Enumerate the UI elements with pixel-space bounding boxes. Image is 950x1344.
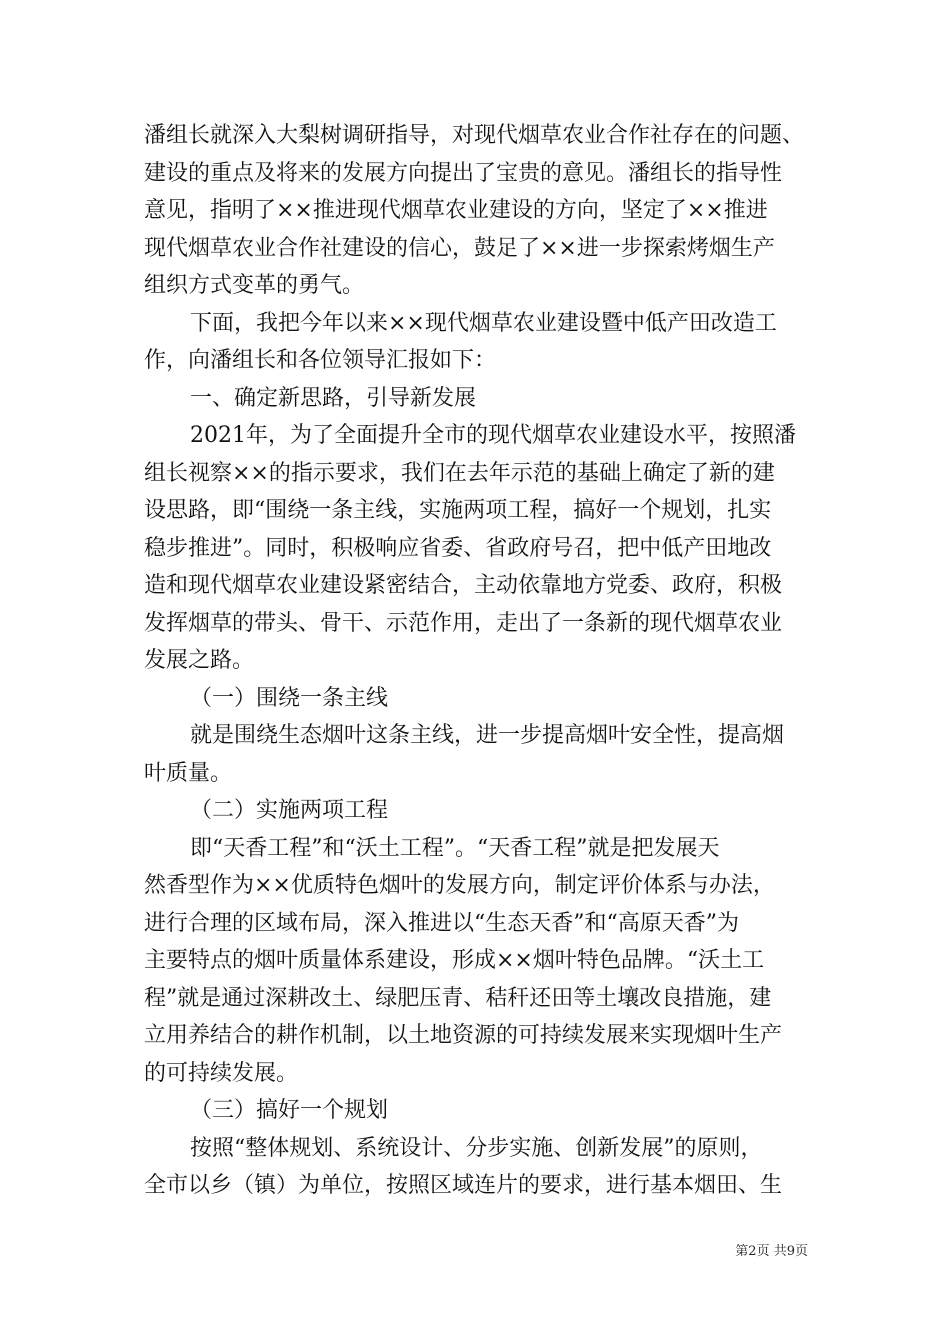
- text-line: 设思路，即“围绕一条主线，实施两项工程，搞好一个规划，扎实: [144, 498, 772, 523]
- text-line: 程”就是通过深耕改土、绿肥压青、秸秆还田等土壤改良措施，建: [144, 985, 772, 1011]
- text-line: 作，向潘组长和各位领导汇报如下：: [144, 348, 497, 373]
- page-number-footer: [700, 1244, 808, 1260]
- text-line: 稳步推进”。同时，积极响应省委、省政府号召，把中低产田地改: [144, 535, 772, 561]
- subsection-heading: （三）搞好一个规划: [190, 1098, 389, 1123]
- text-line: 现代烟草农业合作社建设的信心，鼓足了××进一步探索烤烟生产: [144, 235, 775, 261]
- total-pages-number: 9: [786, 1244, 795, 1259]
- text-line: 主要特点的烟叶质量体系建设，形成××烟叶特色品牌。“沃土工: [144, 948, 765, 973]
- paragraph-start: 2021年，为了全面提升全市的现代烟草农业建设水平，按照潘: [190, 423, 796, 448]
- text-line: 叶质量。: [144, 760, 233, 786]
- current-page-number: 2: [748, 1244, 757, 1259]
- text-line: 进行合理的区域布局，深入推进以“生态天香”和“高原天香”为: [144, 910, 739, 936]
- text-line: 意见，指明了××推进现代烟草农业建设的方向，坚定了××推进: [144, 198, 768, 223]
- paragraph-start: 即“天香工程”和“沃土工程”。“天香工程”就是把发展天: [190, 835, 720, 861]
- paragraph-start: 就是围绕生态烟叶这条主线，进一步提高烟叶安全性，提高烟: [190, 723, 785, 748]
- page-suffix: 页: [794, 1244, 808, 1259]
- section-heading: 一、确定新思路，引导新发展: [190, 385, 477, 411]
- text-line: 然香型作为××优质特色烟叶的发展方向，制定评价体系与办法，: [144, 873, 775, 898]
- subsection-heading: （二）实施两项工程: [190, 798, 389, 823]
- subsection-heading: （一）围绕一条主线: [190, 685, 389, 711]
- text-line: 发挥烟草的带头、骨干、示范作用，走出了一条新的现代烟草农业: [144, 610, 783, 636]
- text-line: 组长视察××的指示要求，我们在去年示范的基础上确定了新的建: [144, 460, 775, 486]
- text-line: 的可持续发展。: [144, 1060, 299, 1086]
- text-line: 组织方式变革的勇气。: [144, 273, 365, 298]
- text-line: 立用养结合的耕作机制，以土地资源的可持续发展来实现烟叶生产: [144, 1023, 783, 1048]
- text-line: 发展之路。: [144, 648, 255, 673]
- paragraph-start: 按照“整体规划、系统设计、分步实施、创新发展”的原则，: [190, 1135, 763, 1161]
- page-prefix: 第: [735, 1244, 749, 1259]
- paragraph-start: 下面，我把今年以来××现代烟草农业建设暨中低产田改造工: [190, 310, 777, 336]
- body-text: [144, 117, 810, 1205]
- text-line: 潘组长就深入大梨树调研指导，对现代烟草农业合作社存在的问题、: [144, 123, 805, 148]
- text-line: 造和现代烟草农业建设紧密结合，主动依靠地方党委、政府，积极: [144, 573, 783, 598]
- text-line: 建设的重点及将来的发展方向提出了宝贵的意见。潘组长的指导性: [144, 160, 783, 186]
- page-mid: 页 共: [756, 1244, 787, 1259]
- text-line: 全市以乡（镇）为单位，按照区域连片的要求，进行基本烟田、生: [144, 1173, 783, 1198]
